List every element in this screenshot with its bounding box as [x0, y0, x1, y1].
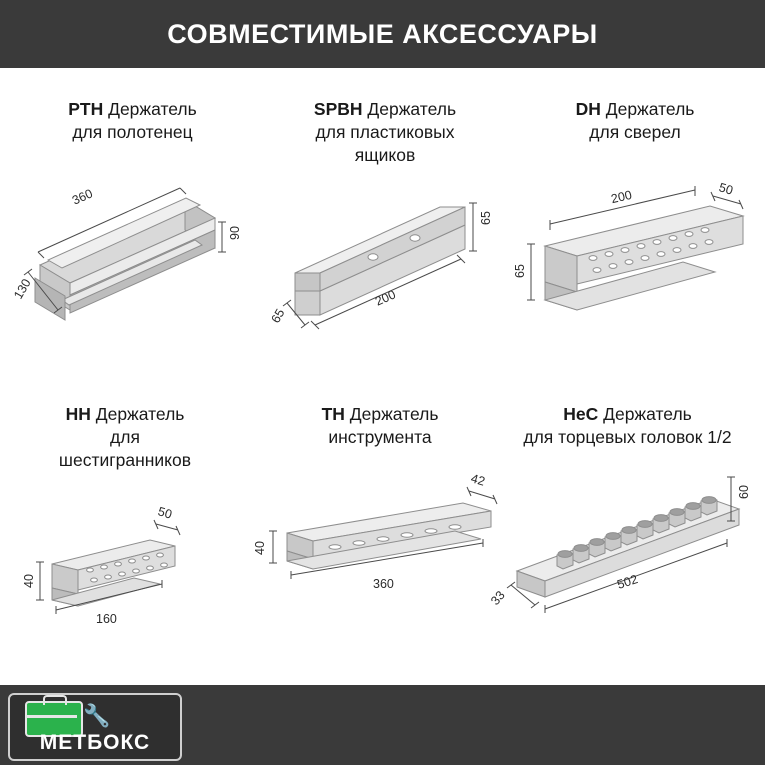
hec-isometric-svg — [495, 463, 760, 623]
brand-name: МЕТБОКС — [39, 731, 151, 754]
product-code: HH — [65, 404, 91, 424]
product-caption — [515, 98, 755, 144]
dimension-label: 50 — [156, 504, 174, 522]
brand-logo — [8, 693, 182, 761]
product-name: Держатель — [367, 99, 457, 119]
product-desc-line: для торцевых головок 1/2 — [523, 427, 732, 447]
product-caption — [265, 98, 505, 167]
dimension-label: 502 — [615, 572, 640, 592]
wrench-icon: 🔧 — [83, 703, 111, 728]
product-desc-line: для пластиковых — [315, 122, 455, 142]
dimension-label: 200 — [373, 287, 398, 309]
product-code: SPBH — [313, 99, 363, 119]
product-card-hh — [10, 403, 240, 632]
product-desc-line: для полотенец — [72, 122, 193, 142]
products-grid — [0, 68, 765, 685]
product-card-dh — [512, 98, 755, 364]
dimension-label: 60 — [736, 485, 751, 499]
product-drawing-dh — [512, 180, 755, 364]
product-desc-line: для сверел — [589, 122, 681, 142]
product-drawing-spbh — [265, 163, 505, 343]
pth-isometric-svg — [10, 160, 255, 340]
product-name: Держатель — [605, 99, 695, 119]
dimension-label: 40 — [252, 541, 267, 555]
product-drawing-pth — [10, 160, 255, 340]
product-drawing-th — [252, 471, 505, 635]
product-card-pth — [10, 98, 255, 340]
dimension-label: 40 — [21, 574, 36, 588]
product-code: TH — [321, 404, 345, 424]
product-name: Держатель — [108, 99, 197, 119]
page-title: СОВМЕСТИМЫЕ АКСЕССУАРЫ — [167, 18, 598, 49]
product-caption — [10, 403, 240, 472]
dimension-label: 33 — [488, 588, 508, 608]
product-desc-line: ящиков — [354, 145, 416, 165]
dimension-label: 160 — [96, 612, 117, 626]
hh-isometric-svg — [10, 482, 240, 632]
dimension-label: 200 — [609, 187, 634, 207]
product-caption — [495, 403, 760, 449]
spbh-isometric-svg — [265, 163, 505, 343]
product-drawing-hh — [10, 482, 240, 632]
product-code: DH — [575, 99, 601, 119]
product-drawing-hec — [488, 463, 760, 623]
product-name: Держатель — [603, 404, 692, 424]
product-card-spbh — [265, 98, 505, 343]
product-desc-line: инструмента — [328, 427, 432, 447]
dimension-label: 360 — [70, 186, 95, 208]
dh-isometric-svg — [512, 184, 755, 364]
th-isometric-svg — [252, 485, 505, 635]
product-card-th — [252, 403, 505, 635]
dimension-label: 65 — [478, 211, 493, 225]
product-desc-line: для — [110, 427, 140, 447]
page-footer — [0, 685, 765, 765]
dimension-label: 90 — [227, 226, 242, 240]
product-caption — [10, 98, 255, 144]
product-desc-line: шестигранников — [58, 450, 192, 470]
page-header — [0, 0, 765, 68]
dimension-label: 360 — [373, 577, 394, 591]
product-code: HeC — [563, 404, 599, 424]
product-code: PTH — [68, 99, 104, 119]
product-card-hec — [488, 403, 760, 623]
product-name: Держатель — [349, 404, 439, 424]
dimension-label: 65 — [512, 264, 527, 278]
dimension-label: 42 — [469, 471, 487, 489]
dimension-label: 50 — [717, 180, 735, 198]
dimension-label: 65 — [268, 306, 288, 326]
dimension-label: 130 — [11, 276, 34, 302]
product-name: Держатель — [95, 404, 185, 424]
product-caption — [255, 403, 505, 449]
